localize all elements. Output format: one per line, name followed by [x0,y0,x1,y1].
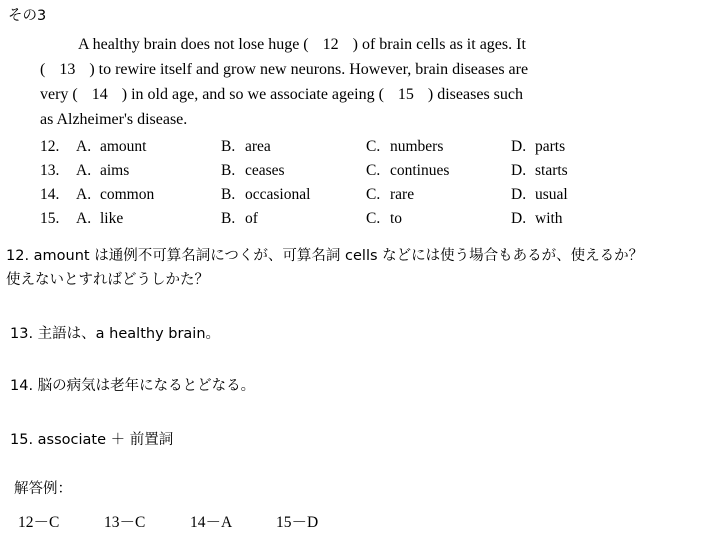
choice-number: 13. [40,162,60,179]
choice-option-d[interactable] [511,162,656,180]
choice-text: ceases [245,162,285,179]
choice-option-d[interactable] [511,138,656,156]
answer-item: 12－C [18,514,60,531]
choice-text: to [390,210,403,227]
choice-letter: D. [511,210,527,227]
choice-letter: D. [511,138,527,155]
passage-line-3-part-b: ) in old age, and so we associate ageing ( [121,86,384,103]
choice-letter: C. [366,186,381,203]
note-15: 15. associate ＋ 前置詞 [10,432,174,448]
choice-letter: B. [221,162,236,179]
choice-option-c[interactable] [366,210,511,228]
choice-option-b[interactable] [221,186,366,204]
note-12 [6,244,712,292]
answer-item: 14－A [190,514,233,531]
choice-option-c[interactable] [366,186,511,204]
choice-letter: D. [511,186,527,203]
choice-option-c[interactable] [366,162,511,180]
choice-text: common [100,186,155,203]
choice-row [40,162,680,186]
choice-option-b[interactable] [221,138,366,156]
passage-line-2-part-a: ( [40,61,46,78]
passage-line-1 [40,32,690,57]
choice-number: 15. [40,210,60,227]
choice-text: numbers [390,138,444,155]
choice-text: rare [390,186,415,203]
choice-text: aims [100,162,130,179]
blank-12: 12 [322,36,339,53]
choice-option-a[interactable] [76,186,221,204]
passage-line-3-part-c: ) diseases such [427,86,523,103]
choice-number: 12. [40,138,60,155]
passage-line-2 [40,57,690,82]
choice-letter: C. [366,162,381,179]
choice-option-d[interactable] [511,210,656,228]
passage-text [40,32,690,132]
choice-text: area [245,138,271,155]
answer-item: 15－D [276,514,319,531]
answer-list [18,510,362,532]
choice-letter: C. [366,138,381,155]
choice-letter: B. [221,186,236,203]
answer-section-title: 解答例： [14,481,72,497]
choice-option-a[interactable] [76,210,221,228]
choice-text: amount [100,138,147,155]
blank-15: 15 [397,86,414,103]
choice-letter: A. [76,186,92,203]
choice-row [40,138,680,162]
choice-number: 14. [40,186,60,203]
section-label: その3 [8,8,47,24]
choice-text: of [245,210,258,227]
choice-option-a[interactable] [76,162,221,180]
choice-option-b[interactable] [221,210,366,228]
choices-list [40,138,680,234]
choice-text: continues [390,162,450,179]
answer-item: 13－C [104,514,146,531]
choice-text: usual [535,186,568,203]
passage-line-3-part-a: very ( [40,86,78,103]
choice-letter: C. [366,210,381,227]
note-12-line-2: 使えないとすればどうしかた？ [6,272,209,288]
passage-line-4 [40,107,690,132]
note-12-line-1: 12. amount は通例不可算名詞につくが、可算名詞 cells などには使う場合もあるが、使えるか？ [6,248,644,264]
choice-letter: A. [76,162,92,179]
choice-option-c[interactable] [366,138,511,156]
choice-option-d[interactable] [511,186,656,204]
choice-row [40,210,680,234]
choice-letter: D. [511,162,527,179]
choice-letter: B. [221,210,236,227]
passage-line-1-part-b: ) of brain cells as it ages. It [352,36,526,53]
blank-13: 13 [59,61,76,78]
choice-letter: B. [221,138,236,155]
choice-text: with [535,210,563,227]
choice-text: like [100,210,124,227]
passage-line-4-text: as Alzheimer's disease. [40,111,188,128]
choice-text: starts [535,162,568,179]
choice-option-a[interactable] [76,138,221,156]
choice-text: occasional [245,186,311,203]
choice-option-b[interactable] [221,162,366,180]
blank-14: 14 [91,86,108,103]
choice-row [40,186,680,210]
choice-text: parts [535,138,566,155]
note-14: 14. 脳の病気は老年になるとどなる。 [10,378,256,394]
choice-letter: A. [76,138,92,155]
passage-line-3 [40,82,690,107]
choice-letter: A. [76,210,92,227]
note-13: 13. 主語は、a healthy brain。 [10,326,221,342]
passage-line-2-part-b: ) to rewire itself and grow new neurons. However, brain diseases are [89,61,529,78]
passage-line-1-part-a: A healthy brain does not lose huge ( [78,36,309,53]
